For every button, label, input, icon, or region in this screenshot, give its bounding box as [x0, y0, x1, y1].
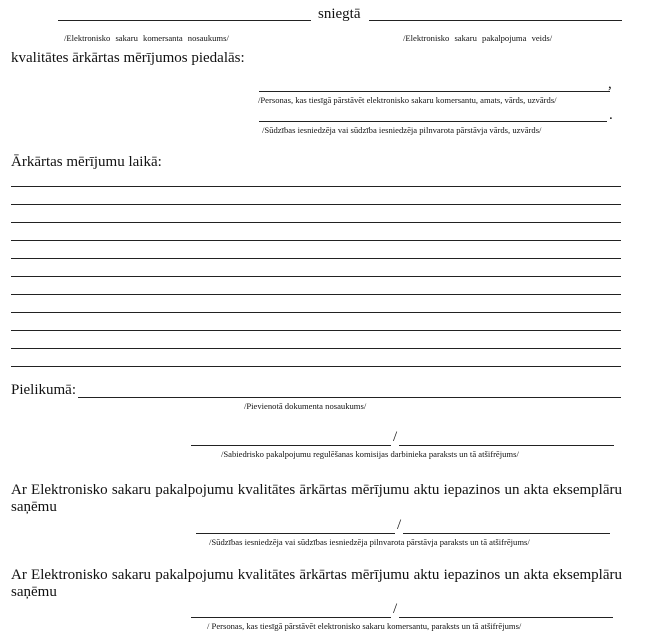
commission-signature-line[interactable]: [191, 445, 391, 446]
notes-line[interactable]: [11, 366, 621, 367]
service-type-line[interactable]: [369, 20, 622, 21]
complainant-caption: /Sūdzības iesniedzēja vai sūdzība iesniedzēja pilnvarota pārstāvja vārds, uzvārds/: [262, 125, 542, 135]
acknowledgement-statement-2: Ar Elektronisko sakaru pakalpojumu kvalitātes ārkārtas mērījumu aktu iepazinos un akta eksemplāru saņēmu: [11, 567, 622, 600]
complainant-period: .: [609, 107, 613, 123]
complainant-signature-line[interactable]: [196, 533, 395, 534]
operator-caption: / Personas, kas tiesīgā pārstāvēt elektronisko sakaru komersantu, paraksts un tā atšifrējums/: [207, 621, 522, 631]
notes-line[interactable]: [11, 222, 621, 223]
provider-name-caption: /Elektronisko sakaru komersanta nosaukums/: [64, 33, 229, 43]
provided-word: sniegtā: [318, 6, 361, 22]
notes-line[interactable]: [11, 240, 621, 241]
commission-name-line[interactable]: [399, 445, 614, 446]
notes-line[interactable]: [11, 348, 621, 349]
notes-line[interactable]: [11, 330, 621, 331]
service-type-caption: /Elektronisko sakaru pakalpojuma veids/: [403, 33, 553, 43]
attachment-line[interactable]: [78, 397, 621, 398]
complainant-slash: /: [397, 517, 402, 533]
complainant-signature-caption: /Sūdzības iesniedzēja vai sūdzības iesniedzēja pilnvarota pārstāvja paraksts un tā atšifrējums/: [209, 537, 530, 547]
attachment-caption: /Pievienotā dokumenta nosaukums/: [244, 401, 367, 411]
commission-slash: /: [393, 429, 398, 445]
operator-slash: /: [393, 601, 398, 617]
notes-line[interactable]: [11, 258, 621, 259]
attachment-label: Pielikumā:: [11, 382, 76, 398]
complainant-name-line[interactable]: [403, 533, 610, 534]
operator-name-line[interactable]: [399, 617, 613, 618]
notes-line[interactable]: [11, 312, 621, 313]
acknowledgement-statement-1: Ar Elektronisko sakaru pakalpojumu kvalitātes ārkārtas mērījumu aktu iepazinos un akta eksemplāru saņēmu: [11, 482, 622, 515]
notes-line[interactable]: [11, 276, 621, 277]
provider-name-line[interactable]: [58, 20, 311, 21]
complainant-line[interactable]: [259, 121, 607, 122]
representative-caption: /Personas, kas tiesīgā pārstāvēt elektronisko sakaru komersantu, amats, vārds, uzvārds/: [258, 95, 557, 105]
participants-intro: kvalitātes ārkārtas mērījumos piedalās:: [11, 50, 245, 66]
notes-line[interactable]: [11, 186, 621, 187]
during-heading: Ārkārtas mērījumu laikā:: [11, 154, 162, 170]
operator-signature-line[interactable]: [191, 617, 391, 618]
notes-line[interactable]: [11, 294, 621, 295]
representative-comma: ,: [608, 76, 612, 92]
notes-line[interactable]: [11, 204, 621, 205]
commission-caption: /Sabiedrisko pakalpojumu regulēšanas komisijas darbinieka paraksts un tā atšifrējums/: [221, 449, 519, 459]
representative-line[interactable]: [259, 91, 610, 92]
